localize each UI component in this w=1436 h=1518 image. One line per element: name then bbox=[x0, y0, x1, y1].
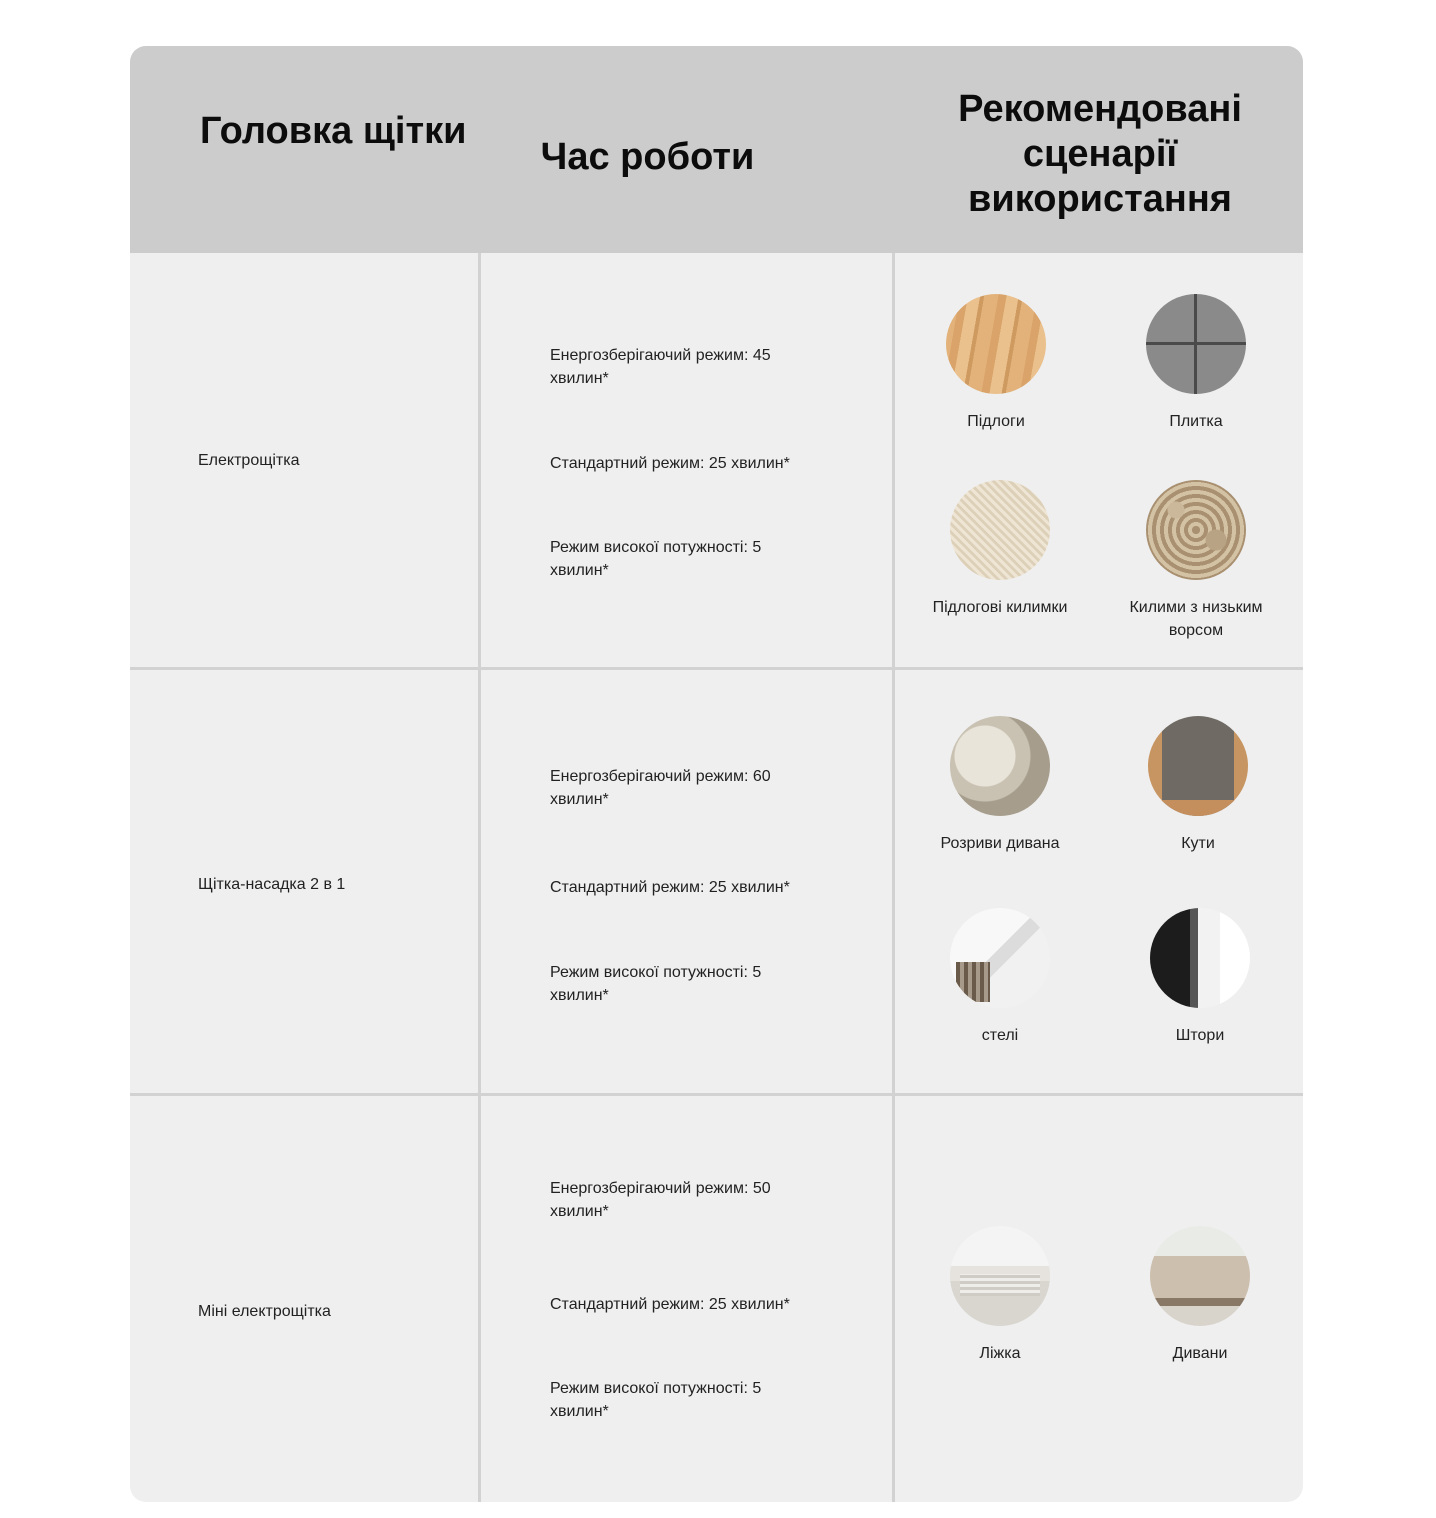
usage-label: Ліжка bbox=[979, 1345, 1021, 1362]
usage-item bbox=[920, 1226, 1080, 1365]
tile-image bbox=[1146, 294, 1246, 394]
table-header bbox=[130, 46, 1303, 253]
mode-eco: Енергозберігаючий режим: 45 хвилин* bbox=[550, 347, 771, 387]
sofa-gap-image bbox=[950, 716, 1050, 816]
usage-item bbox=[1116, 294, 1276, 433]
header-brush-head: Головка щітки bbox=[200, 110, 467, 152]
low-pile-carpet-image bbox=[1146, 480, 1246, 580]
usage-label: Підлогові килимки bbox=[932, 599, 1068, 616]
usage-item bbox=[920, 908, 1080, 1047]
usage-item bbox=[1118, 716, 1278, 855]
row-name-mini-brush: Міні електрощітка bbox=[198, 1303, 331, 1320]
floor-mat-image bbox=[950, 480, 1050, 580]
usage-item bbox=[920, 480, 1080, 619]
row-divider bbox=[130, 1093, 1303, 1096]
column-divider bbox=[892, 253, 895, 1502]
ceiling-image bbox=[950, 908, 1050, 1008]
usage-label: стелі bbox=[981, 1027, 1019, 1044]
usage-label: Килими з низьким ворсом bbox=[1129, 599, 1263, 639]
corners-image bbox=[1148, 716, 1248, 816]
column-divider bbox=[478, 253, 481, 1502]
usage-item bbox=[920, 716, 1080, 855]
row-name-electric-brush: Електрощітка bbox=[198, 452, 300, 469]
mode-high-power: Режим високої потужності: 5 хвилин* bbox=[550, 539, 762, 579]
row-name-2in1-brush: Щітка-насадка 2 в 1 bbox=[198, 876, 346, 893]
usage-item bbox=[916, 294, 1076, 433]
usage-label: Дивани bbox=[1172, 1345, 1228, 1362]
row-divider bbox=[130, 667, 1303, 670]
mode-standard: Стандартний режим: 25 хвилин* bbox=[550, 879, 790, 896]
mode-standard: Стандартний режим: 25 хвилин* bbox=[550, 455, 790, 472]
mode-high-power: Режим високої потужності: 5 хвилин* bbox=[550, 964, 762, 1004]
sofa-image bbox=[1150, 1226, 1250, 1326]
comparison-table bbox=[130, 46, 1303, 1502]
mode-eco: Енергозберігаючий режим: 60 хвилин* bbox=[550, 768, 771, 808]
bed-image bbox=[950, 1226, 1050, 1326]
usage-label: Розриви дивана bbox=[940, 835, 1060, 852]
mode-eco: Енергозберігаючий режим: 50 хвилин* bbox=[550, 1180, 771, 1220]
mode-high-power: Режим високої потужності: 5 хвилин* bbox=[550, 1380, 762, 1420]
floor-image bbox=[946, 294, 1046, 394]
usage-item bbox=[1120, 1226, 1280, 1365]
header-usage: Рекомендовані сценарії використання bbox=[958, 88, 1242, 220]
mode-standard: Стандартний режим: 25 хвилин* bbox=[550, 1296, 790, 1313]
header-run-time: Час роботи bbox=[540, 136, 755, 178]
usage-label: Кути bbox=[1181, 835, 1215, 852]
curtains-image bbox=[1150, 908, 1250, 1008]
usage-item bbox=[1120, 908, 1280, 1047]
usage-label: Підлоги bbox=[967, 413, 1025, 430]
usage-item bbox=[1116, 480, 1276, 642]
usage-label: Штори bbox=[1175, 1027, 1225, 1044]
usage-label: Плитка bbox=[1169, 413, 1223, 430]
